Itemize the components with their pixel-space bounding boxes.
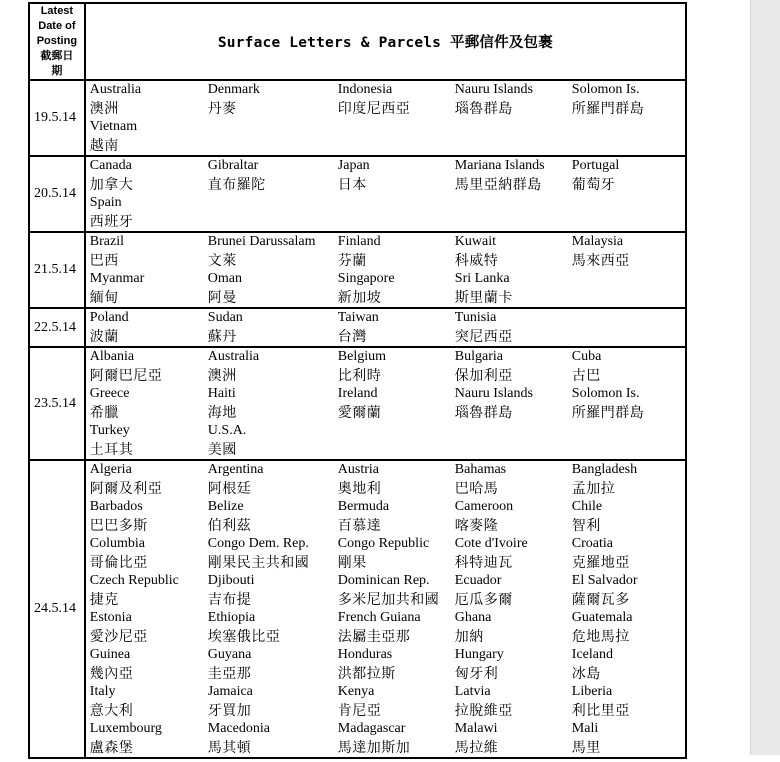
country-name-english: Taiwan (337, 310, 379, 325)
destination-country (338, 609, 455, 646)
country-name-english: Madagascar (337, 721, 406, 736)
header-date-line: Latest (40, 5, 74, 17)
destination-list (85, 460, 686, 758)
country-name-chinese: 丹麥 (207, 100, 237, 117)
country-name-chinese: 法屬圭亞那 (337, 628, 411, 645)
country-name-chinese: 愛沙尼亞 (89, 628, 148, 645)
destination-country (572, 646, 684, 683)
destination-country (90, 646, 208, 683)
schedule-row (29, 347, 686, 460)
destination-country (208, 309, 338, 346)
country-name-chinese: 澳洲 (89, 100, 119, 117)
country-name-english: Iceland (571, 647, 613, 662)
country-name-chinese: 剛果 (337, 554, 367, 571)
country-name-english: Ecuador (454, 573, 502, 588)
country-name-english: Oman (207, 271, 243, 286)
country-name-chinese: 阿曼 (207, 289, 237, 306)
country-name-chinese: 新加坡 (337, 289, 382, 306)
country-name-chinese: 肯尼亞 (337, 702, 382, 719)
country-name-english: Canada (89, 158, 132, 173)
country-name-english: Belize (207, 499, 244, 514)
country-name-chinese: 所羅門群島 (571, 404, 645, 421)
destination-grid (86, 81, 685, 155)
destination-country (455, 385, 572, 422)
country-name-english: Guinea (89, 647, 131, 662)
destination-country (208, 233, 338, 270)
country-name-chinese: 瑙魯群島 (454, 100, 513, 117)
destination-list (85, 232, 686, 308)
destination-country (90, 572, 208, 609)
country-name-chinese: 希臘 (89, 404, 119, 421)
country-name-english: Italy (89, 684, 116, 699)
country-name-english: Luxembourg (89, 721, 162, 736)
country-name-chinese: 冰島 (571, 665, 601, 682)
country-name-english: Cuba (571, 349, 602, 364)
destination-country (208, 157, 338, 194)
destination-country (338, 461, 455, 498)
country-name-english: Tunisia (454, 310, 497, 325)
country-name-chinese: 伯利茲 (207, 517, 252, 534)
country-name-chinese: 馬里 (571, 739, 601, 756)
country-name-chinese: 直布羅陀 (207, 176, 266, 193)
country-name-chinese: 奧地利 (337, 480, 382, 497)
country-name-english: Gibraltar (207, 158, 259, 173)
country-name-english: Kenya (337, 684, 375, 699)
country-name-english: Nauru Islands (454, 82, 533, 97)
posting-date: 23.5.14 (29, 347, 85, 460)
country-name-chinese: 巴哈馬 (454, 480, 499, 497)
country-name-english: Solomon Is. (571, 386, 640, 401)
country-name-english: Denmark (207, 82, 260, 97)
country-name-english: Malawi (454, 721, 498, 736)
country-name-chinese: 芬蘭 (337, 252, 367, 269)
country-name-chinese: 埃塞俄比亞 (207, 628, 281, 645)
country-name-chinese: 保加利亞 (454, 367, 513, 384)
header-date-line: Date of (38, 20, 76, 32)
country-name-english: Ghana (454, 610, 492, 625)
destination-list (85, 308, 686, 347)
country-name-english: Ethiopia (207, 610, 256, 625)
country-name-chinese: 多米尼加共和國 (337, 591, 440, 608)
country-name-chinese: 科特迪瓦 (454, 554, 513, 571)
country-name-chinese: 厄瓜多爾 (454, 591, 513, 608)
table-title: Surface Letters & Parcels 平郵信件及包裹 (85, 3, 686, 80)
country-name-english: Brazil (89, 234, 125, 249)
country-name-chinese: 文萊 (207, 252, 237, 269)
destination-country (338, 233, 455, 270)
country-name-chinese: 加納 (454, 628, 484, 645)
country-name-english: Algeria (89, 462, 132, 477)
country-name-english: Croatia (571, 536, 614, 551)
destination-country (90, 194, 208, 231)
country-name-english: Bangladesh (571, 462, 638, 477)
destination-country (572, 572, 684, 609)
country-name-english: Australia (89, 82, 142, 97)
destination-country (90, 609, 208, 646)
country-name-chinese: 古巴 (571, 367, 601, 384)
destination-country (455, 81, 572, 118)
schedule-row (29, 80, 686, 156)
posting-date: 24.5.14 (29, 460, 85, 758)
destination-country (455, 348, 572, 385)
country-name-chinese: 台灣 (337, 328, 367, 345)
destination-country (90, 535, 208, 572)
country-name-english: Portugal (571, 158, 620, 173)
country-name-english: Macedonia (207, 721, 270, 736)
destination-country (90, 309, 208, 346)
destination-grid (86, 233, 685, 307)
destination-country (90, 81, 208, 118)
country-name-english: Bermuda (337, 499, 390, 514)
country-name-english: Guyana (207, 647, 252, 662)
header-date-line: Posting (36, 35, 78, 47)
country-name-chinese: 波蘭 (89, 328, 119, 345)
destination-list (85, 156, 686, 232)
destination-country (338, 720, 455, 757)
country-name-english: Singapore (337, 271, 395, 286)
country-name-chinese: 薩爾瓦多 (571, 591, 630, 608)
destination-country (208, 498, 338, 535)
country-name-chinese: 危地馬拉 (571, 628, 630, 645)
destination-country (90, 270, 208, 307)
destination-country (338, 683, 455, 720)
destination-country (208, 422, 338, 459)
country-name-english: Cameroon (454, 499, 514, 514)
country-name-english: Vietnam (89, 119, 138, 134)
destination-country (455, 461, 572, 498)
country-name-chinese: 斯里蘭卡 (454, 289, 513, 306)
country-name-chinese: 智利 (571, 517, 601, 534)
destination-country (208, 683, 338, 720)
country-name-chinese: 馬其頓 (207, 739, 252, 756)
country-name-english: Chile (571, 499, 603, 514)
destination-country (208, 720, 338, 757)
destination-country (455, 535, 572, 572)
country-name-chinese: 阿根廷 (207, 480, 252, 497)
country-name-chinese: 巴巴多斯 (89, 517, 148, 534)
destination-country (455, 309, 572, 346)
destination-grid (86, 309, 685, 346)
destination-country (455, 498, 572, 535)
destination-country (208, 646, 338, 683)
country-name-english: Myanmar (89, 271, 145, 286)
destination-country (208, 572, 338, 609)
destination-country (208, 81, 338, 118)
destination-country (90, 422, 208, 459)
country-name-english: Ireland (337, 386, 378, 401)
schedule-row (29, 460, 686, 758)
destination-country (572, 385, 684, 422)
country-name-english: El Salvador (571, 573, 638, 588)
country-name-chinese: 馬拉維 (454, 739, 499, 756)
destination-country (208, 348, 338, 385)
country-name-chinese: 阿爾巴尼亞 (89, 367, 163, 384)
country-name-english: Malaysia (571, 234, 624, 249)
mail-schedule-table (28, 2, 687, 759)
destination-country (90, 348, 208, 385)
country-name-chinese: 愛爾蘭 (337, 404, 382, 421)
destination-country (455, 270, 572, 307)
country-name-english: Honduras (337, 647, 393, 662)
country-name-english: Mali (571, 721, 599, 736)
destination-country (572, 720, 684, 757)
destination-country (572, 348, 684, 385)
country-name-english: Bahamas (454, 462, 507, 477)
country-name-chinese: 巴西 (89, 252, 119, 269)
country-name-chinese: 克羅地亞 (571, 554, 630, 571)
country-name-chinese: 幾內亞 (89, 665, 134, 682)
destination-country (208, 609, 338, 646)
header-row (29, 3, 686, 80)
destination-list (85, 347, 686, 460)
destination-country (90, 233, 208, 270)
country-name-chinese: 百慕達 (337, 517, 382, 534)
country-name-chinese: 科威特 (454, 252, 499, 269)
country-name-chinese: 吉布提 (207, 591, 252, 608)
destination-country (90, 461, 208, 498)
destination-country (90, 157, 208, 194)
posting-date: 19.5.14 (29, 80, 85, 156)
destination-country (338, 535, 455, 572)
country-name-english: Haiti (207, 386, 236, 401)
country-name-chinese: 剛果民主共和國 (207, 554, 310, 571)
destination-country (572, 233, 684, 270)
country-name-english: Brunei Darussalam (207, 234, 316, 249)
country-name-english: Bulgaria (454, 349, 504, 364)
country-name-chinese: 所羅門群島 (571, 100, 645, 117)
country-name-english: Belgium (337, 349, 387, 364)
country-name-chinese: 盧森堡 (89, 739, 134, 756)
country-name-english: U.S.A. (207, 423, 247, 438)
country-name-english: Congo Republic (337, 536, 430, 551)
country-name-english: Barbados (89, 499, 143, 514)
country-name-english: Albania (89, 349, 135, 364)
destination-country (455, 720, 572, 757)
country-name-chinese: 印度尼西亞 (337, 100, 411, 117)
country-name-english: Japan (337, 158, 370, 173)
destination-country (208, 270, 338, 307)
country-name-chinese: 澳洲 (207, 367, 237, 384)
country-name-english: Mariana Islands (454, 158, 545, 173)
country-name-english: Turkey (89, 423, 130, 438)
country-name-chinese: 馬達加斯加 (337, 739, 411, 756)
destination-country (338, 270, 455, 307)
country-name-chinese: 圭亞那 (207, 665, 252, 682)
country-name-english: Argentina (207, 462, 264, 477)
country-name-english: Czech Republic (89, 573, 179, 588)
country-name-english: Cote d'Ivoire (454, 536, 528, 551)
destination-grid (86, 157, 685, 231)
country-name-english: Kuwait (454, 234, 497, 249)
country-name-chinese: 突尼西亞 (454, 328, 513, 345)
schedule-row (29, 232, 686, 308)
country-name-english: Nauru Islands (454, 386, 533, 401)
country-name-chinese: 牙買加 (207, 702, 252, 719)
country-name-english: Finland (337, 234, 381, 249)
country-name-english: Liberia (571, 684, 613, 699)
country-name-chinese: 哥倫比亞 (89, 554, 148, 571)
destination-country (572, 683, 684, 720)
country-name-chinese: 瑙魯群島 (454, 404, 513, 421)
posting-date: 20.5.14 (29, 156, 85, 232)
country-name-english: Australia (207, 349, 260, 364)
country-name-chinese: 馬里亞納群島 (454, 176, 542, 193)
destination-country (572, 461, 684, 498)
schedule-row (29, 156, 686, 232)
destination-country (90, 498, 208, 535)
destination-country (90, 683, 208, 720)
destination-country (208, 461, 338, 498)
country-name-chinese: 蘇丹 (207, 328, 237, 345)
country-name-chinese: 日本 (337, 176, 367, 193)
destination-country (455, 157, 572, 194)
country-name-chinese: 葡萄牙 (571, 176, 616, 193)
country-name-english: Sri Lanka (454, 271, 510, 286)
latest-posting-date-header (29, 3, 85, 80)
destination-country (90, 385, 208, 422)
country-name-english: Congo Dem. Rep. (207, 536, 309, 551)
country-name-chinese: 孟加拉 (571, 480, 616, 497)
destination-country (208, 385, 338, 422)
country-name-chinese: 比利時 (337, 367, 382, 384)
country-name-chinese: 拉脫維亞 (454, 702, 513, 719)
destination-country (572, 609, 684, 646)
country-name-english: Hungary (454, 647, 504, 662)
destination-country (455, 646, 572, 683)
country-name-chinese: 捷克 (89, 591, 119, 608)
destination-country (455, 233, 572, 270)
country-name-chinese: 利比里亞 (571, 702, 630, 719)
country-name-chinese: 喀麥隆 (454, 517, 499, 534)
country-name-chinese: 匈牙利 (454, 665, 499, 682)
country-name-english: Indonesia (337, 82, 393, 97)
destination-country (338, 498, 455, 535)
country-name-chinese: 加拿大 (89, 176, 134, 193)
viewer-scrollbar-gutter[interactable] (750, 0, 780, 755)
country-name-chinese: 緬甸 (89, 289, 119, 306)
destination-country (90, 720, 208, 757)
header-date-line: 截郵日 (40, 50, 74, 62)
schedule-row (29, 308, 686, 347)
destination-country (338, 348, 455, 385)
country-name-chinese: 美國 (207, 441, 237, 458)
country-name-english: Dominican Rep. (337, 573, 430, 588)
header-date-line: 期 (51, 65, 63, 77)
destination-country (572, 157, 684, 194)
destination-country (338, 157, 455, 194)
country-name-chinese: 意大利 (89, 702, 134, 719)
country-name-english: Solomon Is. (571, 82, 640, 97)
destination-country (338, 646, 455, 683)
country-name-chinese: 海地 (207, 404, 237, 421)
country-name-chinese: 馬來西亞 (571, 252, 630, 269)
country-name-english: Djibouti (207, 573, 255, 588)
destination-country (338, 309, 455, 346)
country-name-english: Sudan (207, 310, 243, 325)
destination-country (455, 609, 572, 646)
destination-country (572, 81, 684, 118)
destination-list (85, 80, 686, 156)
country-name-english: Austria (337, 462, 380, 477)
destination-country (572, 535, 684, 572)
country-name-english: Estonia (89, 610, 132, 625)
destination-country (572, 498, 684, 535)
country-name-chinese: 越南 (89, 137, 119, 154)
destination-country (455, 683, 572, 720)
destination-country (90, 118, 208, 155)
country-name-english: Jamaica (207, 684, 253, 699)
country-name-english: French Guiana (337, 610, 421, 625)
country-name-english: Guatemala (571, 610, 633, 625)
destination-country (338, 572, 455, 609)
country-name-english: Columbia (89, 536, 146, 551)
document-page (28, 2, 687, 762)
country-name-chinese: 阿爾及利亞 (89, 480, 163, 497)
country-name-english: Poland (89, 310, 129, 325)
posting-date: 21.5.14 (29, 232, 85, 308)
destination-grid (86, 461, 685, 757)
country-name-chinese: 西班牙 (89, 213, 134, 230)
destination-country (208, 535, 338, 572)
destination-grid (86, 348, 685, 459)
country-name-english: Latvia (454, 684, 491, 699)
destination-country (338, 385, 455, 422)
country-name-chinese: 土耳其 (89, 441, 134, 458)
country-name-english: Spain (89, 195, 122, 210)
country-name-english: Greece (89, 386, 130, 401)
posting-date: 22.5.14 (29, 308, 85, 347)
destination-country (455, 572, 572, 609)
destination-country (338, 81, 455, 118)
country-name-chinese: 洪都拉斯 (337, 665, 396, 682)
